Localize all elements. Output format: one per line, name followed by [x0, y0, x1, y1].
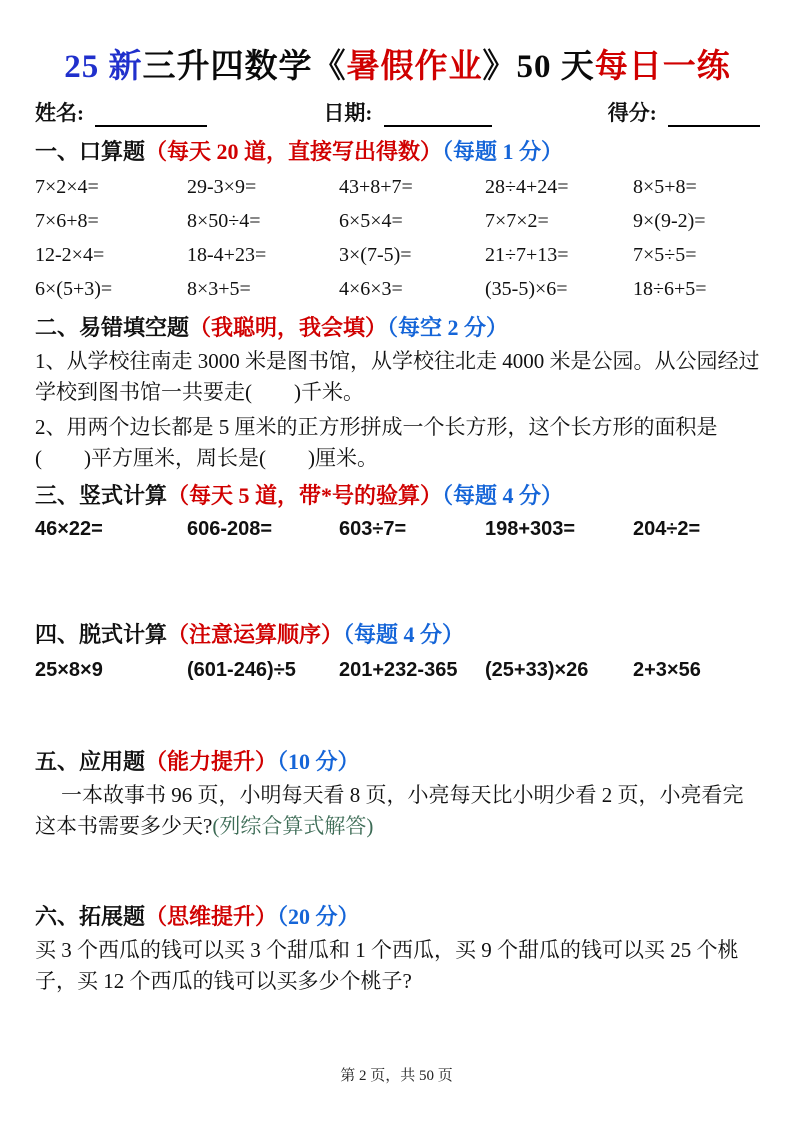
oral-problem: 28÷4+24=	[485, 176, 569, 198]
title-part-days: 》50 天	[482, 49, 595, 85]
fill-item-2: 2、用两个边长都是 5 厘米的正方形拼成一个长方形，这个长方形的面积是( )平方厘米，周长是( )厘米。	[35, 415, 718, 470]
section-vertical-note-red: （每天 5 道，带*号的验算）	[167, 483, 443, 508]
section-fill-note-red: （我聪明，我会填）	[189, 315, 388, 340]
oral-problem: 6×5×4=	[339, 210, 403, 232]
title-part-year: 25 新	[64, 49, 143, 85]
section-expand-title: 六、拓展题	[35, 904, 146, 929]
oral-problem: 43+8+7=	[339, 176, 413, 198]
oral-problems-grid	[35, 170, 760, 306]
oral-problem: 7×6+8=	[35, 210, 99, 232]
oral-problem: 9×(9-2)=	[633, 210, 706, 232]
name-blank-line	[95, 104, 207, 127]
title-part-daily: 每日一练	[594, 49, 731, 85]
section-word-note-blue: （10 分）	[277, 749, 360, 774]
name-label: 姓名:	[35, 101, 84, 125]
section-oral-heading	[35, 135, 760, 166]
date-field	[323, 97, 491, 127]
section-vertical-note-blue: （每题 4 分）	[442, 483, 564, 508]
vertical-problems-row	[35, 514, 760, 544]
page-title	[35, 40, 760, 87]
name-field	[35, 97, 207, 127]
oral-problem: 3×(7-5)=	[339, 244, 412, 266]
word-problem-body: 一本故事书 96 页，小明每天看 8 页，小亮每天比小明少看 2 页，小亮看完这本书需要多少天?	[35, 783, 744, 838]
page-footer: 第 2 页，共 50 页	[340, 1068, 453, 1084]
oral-problem: (35-5)×6=	[485, 278, 568, 300]
section-oral-title: 一、口算题	[35, 139, 146, 164]
vertical-problem: 204÷2=	[633, 518, 701, 540]
section-expand-note-red: （思维提升）	[145, 904, 278, 929]
title-part-grade: 三升四数学《	[142, 49, 347, 85]
section-oral-note-red: （每天 20 道，直接写出得数）	[145, 139, 443, 164]
oral-problem: 8×50÷4=	[187, 210, 261, 232]
vertical-problem: 198+303=	[485, 518, 576, 540]
section-word-note-red: （能力提升）	[145, 749, 278, 774]
score-field	[608, 97, 760, 127]
oral-problem: 18÷6+5=	[633, 278, 707, 300]
title-part-subject: 暑假作业	[346, 49, 483, 85]
oral-problem: 6×(5+3)=	[35, 278, 113, 300]
stepwise-problem: 2+3×56	[633, 659, 701, 681]
date-label: 日期:	[323, 101, 373, 125]
stepwise-problem: (25+33)×26	[485, 659, 589, 681]
section-vertical-title: 三、竖式计算	[35, 483, 168, 508]
section-fill-heading	[35, 311, 760, 342]
score-blank-line	[668, 104, 760, 127]
oral-problem: 8×3+5=	[187, 278, 251, 300]
info-fields-row	[35, 97, 760, 127]
stepwise-problem: 201+232-365	[339, 659, 458, 681]
section-oral-note-blue: （每题 1 分）	[442, 139, 564, 164]
word-problem-hint: (列综合算式解答)	[212, 814, 374, 838]
oral-problem: 8×5+8=	[633, 176, 697, 198]
expand-problem-text: 买 3 个西瓜的钱可以买 3 个甜瓜和 1 个西瓜，买 9 个甜瓜的钱可以买 25 个桃子，买 12 个西瓜的钱可以买多少个桃子?	[35, 938, 739, 993]
section-vertical-heading	[35, 479, 760, 510]
date-blank-line	[384, 104, 492, 127]
section-stepwise-note-blue: （每题 4 分）	[343, 622, 465, 647]
section-expand-heading	[35, 900, 760, 931]
oral-problem: 21÷7+13=	[485, 244, 569, 266]
stepwise-problem: (601-246)÷5	[187, 659, 296, 681]
oral-problem: 7×7×2=	[485, 210, 549, 232]
word-problem-text	[35, 780, 760, 842]
section-stepwise-note-red: （注意运算顺序）	[167, 622, 344, 647]
section-fill-title: 二、易错填空题	[35, 315, 190, 340]
section-word-heading	[35, 745, 760, 776]
section-word-title: 五、应用题	[35, 749, 146, 774]
section-stepwise-heading	[35, 618, 760, 649]
oral-problem: 7×5÷5=	[633, 244, 697, 266]
section-fill-note-blue: （每空 2 分）	[387, 315, 509, 340]
vertical-problem: 46×22=	[35, 518, 103, 540]
stepwise-problem: 25×8×9	[35, 659, 103, 681]
oral-problem: 12-2×4=	[35, 244, 105, 266]
oral-problem: 7×2×4=	[35, 176, 99, 198]
stepwise-problems-row	[35, 655, 760, 685]
oral-problem: 29-3×9=	[187, 176, 257, 198]
vertical-problem: 606-208=	[187, 518, 273, 540]
vertical-problem: 603÷7=	[339, 518, 407, 540]
oral-problem: 18-4+23=	[187, 244, 267, 266]
fill-item-1: 1、从学校往南走 3000 米是图书馆，从学校往北走 4000 米是公园。从公园经过学校到图书馆一共要走( )千米。	[35, 349, 760, 404]
score-label: 得分:	[607, 101, 657, 125]
section-expand-note-blue: （20 分）	[277, 904, 360, 929]
section-stepwise-title: 四、脱式计算	[35, 622, 168, 647]
oral-problem: 4×6×3=	[339, 278, 403, 300]
